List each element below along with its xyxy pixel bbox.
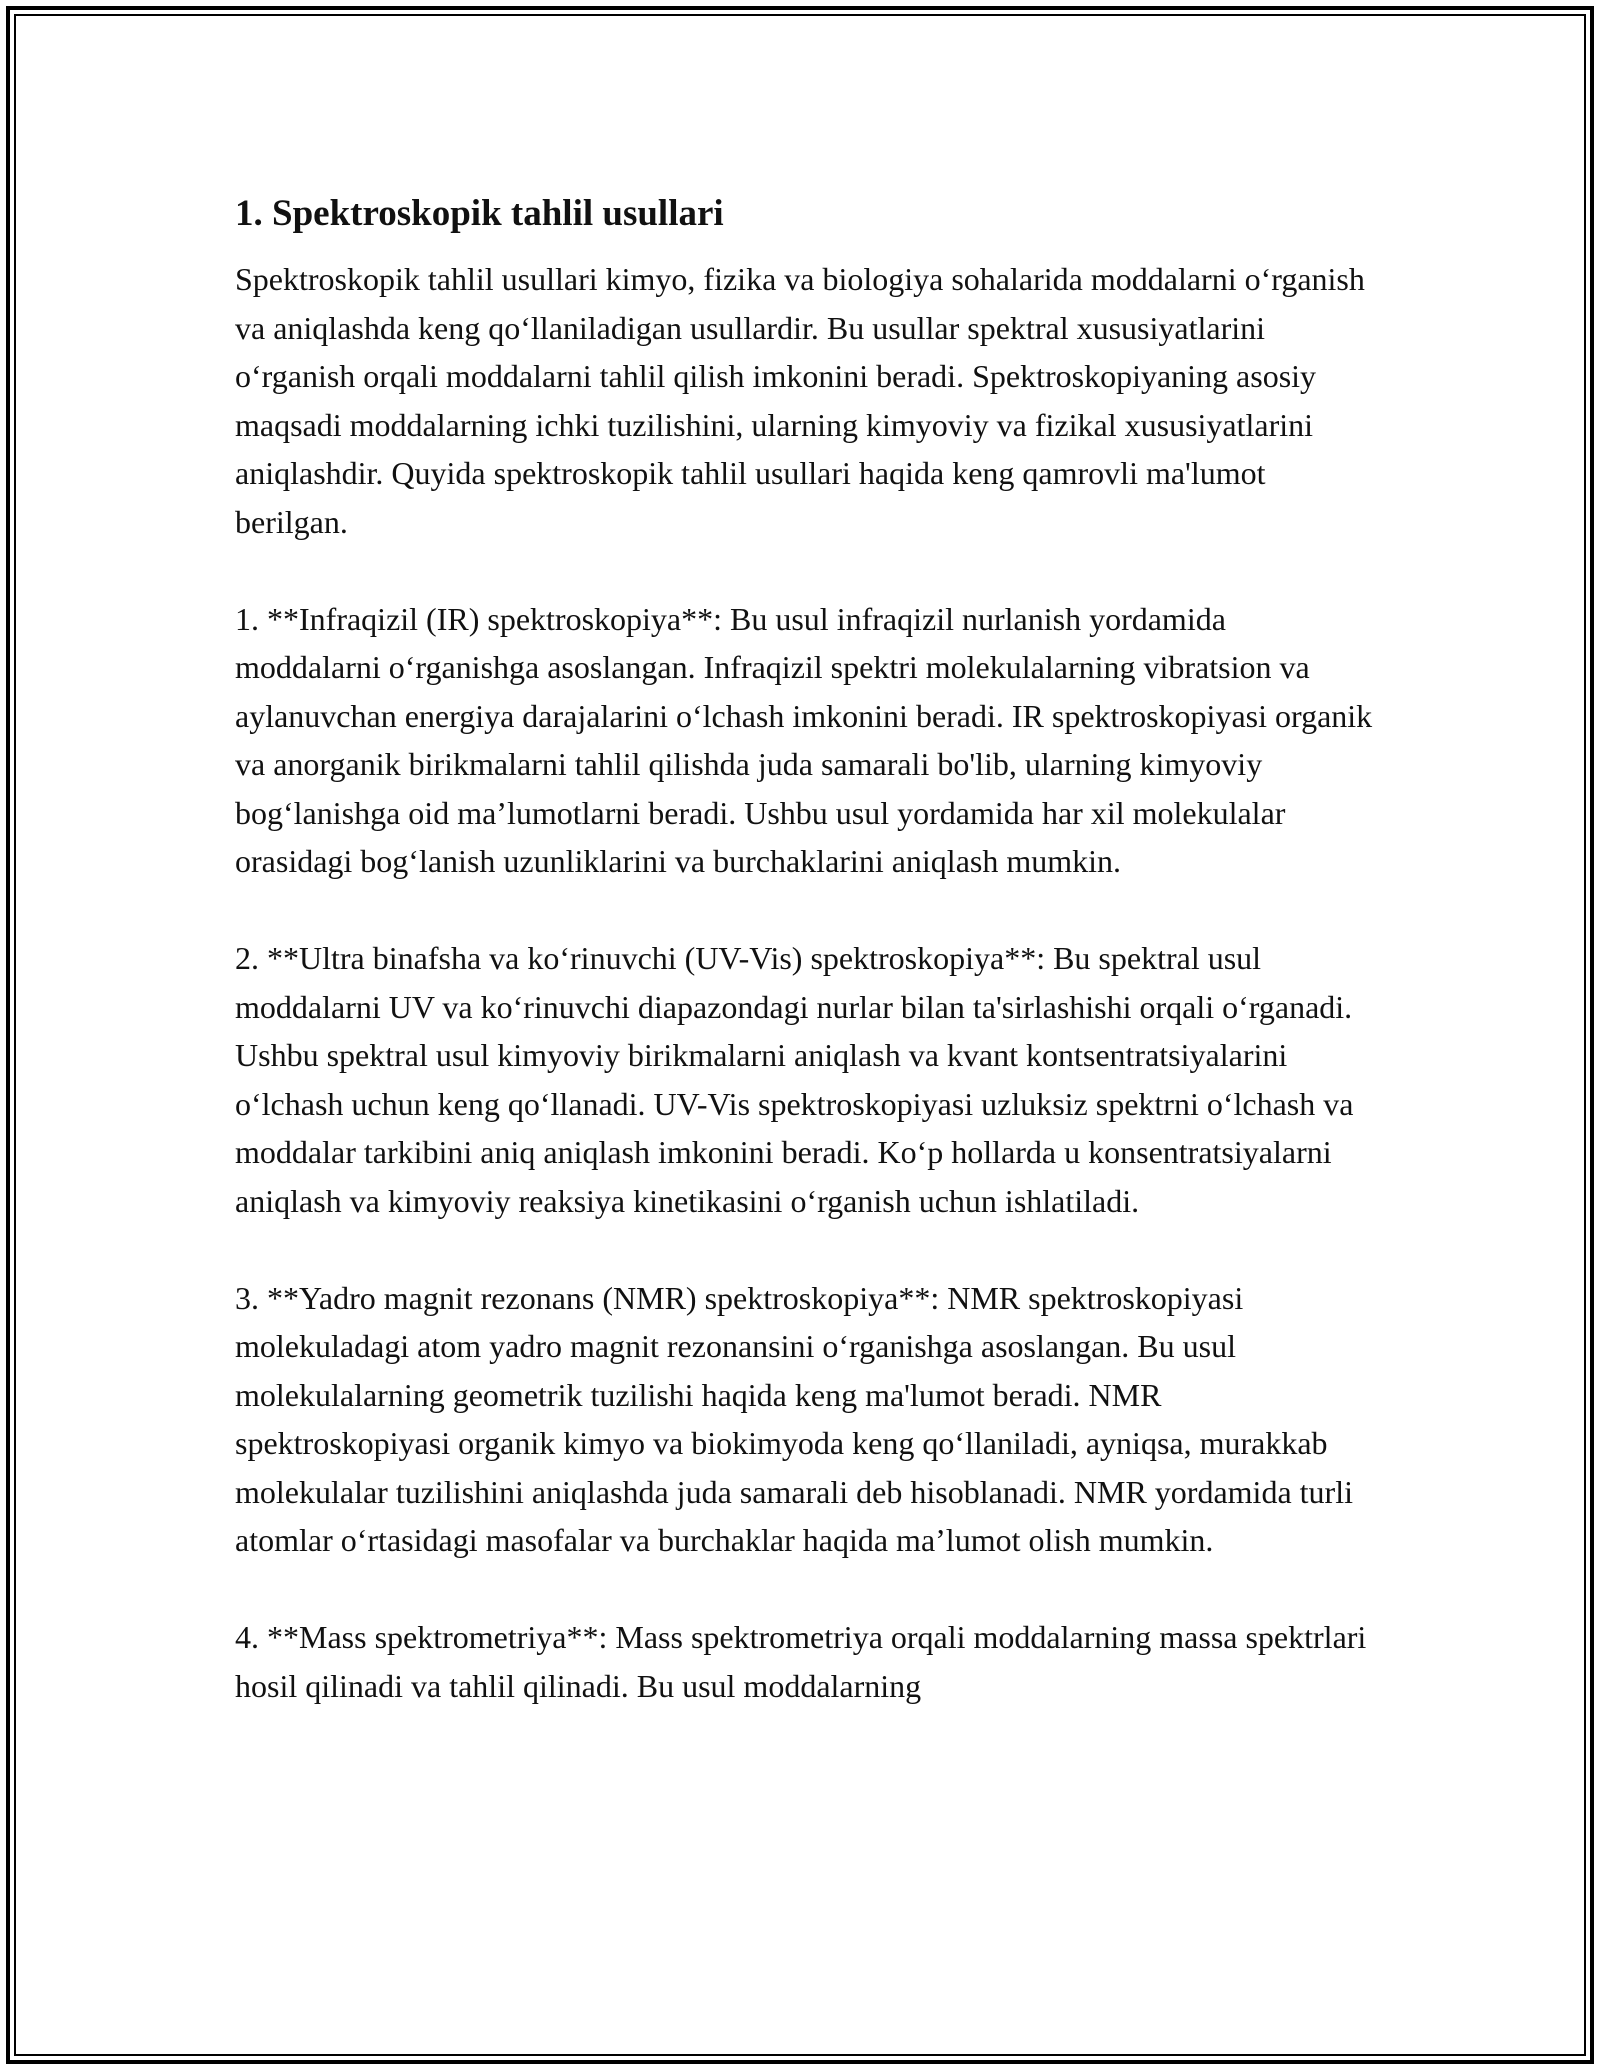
ir-spectroscopy-paragraph: 1. **Infraqizil (IR) spektroskopiya**: Bu usul infraqizil nurlanish yordamida moddalarni o‘rganishga asoslangan. Infraqizil spektri molekulalarning vibratsion va aylanuvchan energiya darajalarini o‘lchash imkonini beradi. IR spektroskopiyasi organik va anorganik birikmalarni tahlil qilishda juda samarali bo'lib, ularning kimyoviy bog‘lanishga oid ma’lumotlarni beradi. Ushbu usul yordamida har xil molekulalar orasidagi bog‘lanish uzunliklarini va burchaklarini aniqlash mumkin. bbox=[235, 600, 1373, 879]
intro-paragraph: Spektroskopik tahlil usullari kimyo, fizika va biologiya sohalarida moddalarni o‘rganish va aniqlashda keng qo‘llaniladigan usullardir. Bu usullar spektral xususiyatlarini o‘rganish orqali moddalarni tahlil qilish imkonini beradi. Spektroskopiyaning asosiy maqsadi moddalarning ichki tuzilishini, ularning kimyoviy va fizikal xususiyatlarini aniqlashdir. Quyida spektroskopik tahlil usullari haqida keng qamrovli ma'lumot berilgan. bbox=[235, 261, 1365, 540]
nmr-spectroscopy-paragraph: 3. **Yadro magnit rezonans (NMR) spektroskopiya**: NMR spektroskopiyasi molekuladagi atom yadro magnit rezonansini o‘rganishga asoslangan. Bu usul molekulalarning geometrik tuzilishi haqida keng ma'lumot beradi. NMR spektroskopiyasi organik kimyo va biokimyoda keng qo‘llaniladi, ayniqsa, murakkab molekulalar tuzilishini aniqlashda juda samarali deb hisoblanadi. NMR yordamida turli atomlar o‘rtasidagi masofalar va burchaklar haqida ma’lumot olish mumkin. bbox=[235, 1279, 1353, 1558]
section-title: 1. Spektroskopik tahlil usullari bbox=[235, 193, 724, 234]
uv-vis-spectroscopy-paragraph: 2. **Ultra binafsha va ko‘rinuvchi (UV-Vis) spektroskopiya**: Bu spektral usul moddalarni UV va ko‘rinuvchi diapazondagi nurlar bilan ta'sirlashishi orqali o‘rganadi. Ushbu spektral usul kimyoviy birikmalarni aniqlash va kvant kontsentratsiyalarini o‘lchash uchun keng qo‘llanadi. UV-Vis spektroskopiyasi uzluksiz spektrni o‘lchash va moddalar tarkibini aniq aniqlash imkonini beradi. Ko‘p hollarda u konsentratsiyalarni aniqlash va kimyoviy reaksiya kinetikasini o‘rganish uchun ishlatiladi. bbox=[235, 940, 1354, 1219]
document-body bbox=[235, 185, 1375, 1759]
mass-spectrometry-paragraph: 4. **Mass spektrometriya**: Mass spektrometriya orqali moddalarning massa spektrlari hosil qilinadi va tahlil qilinadi. Bu usul moddalarning bbox=[235, 1619, 1367, 1704]
